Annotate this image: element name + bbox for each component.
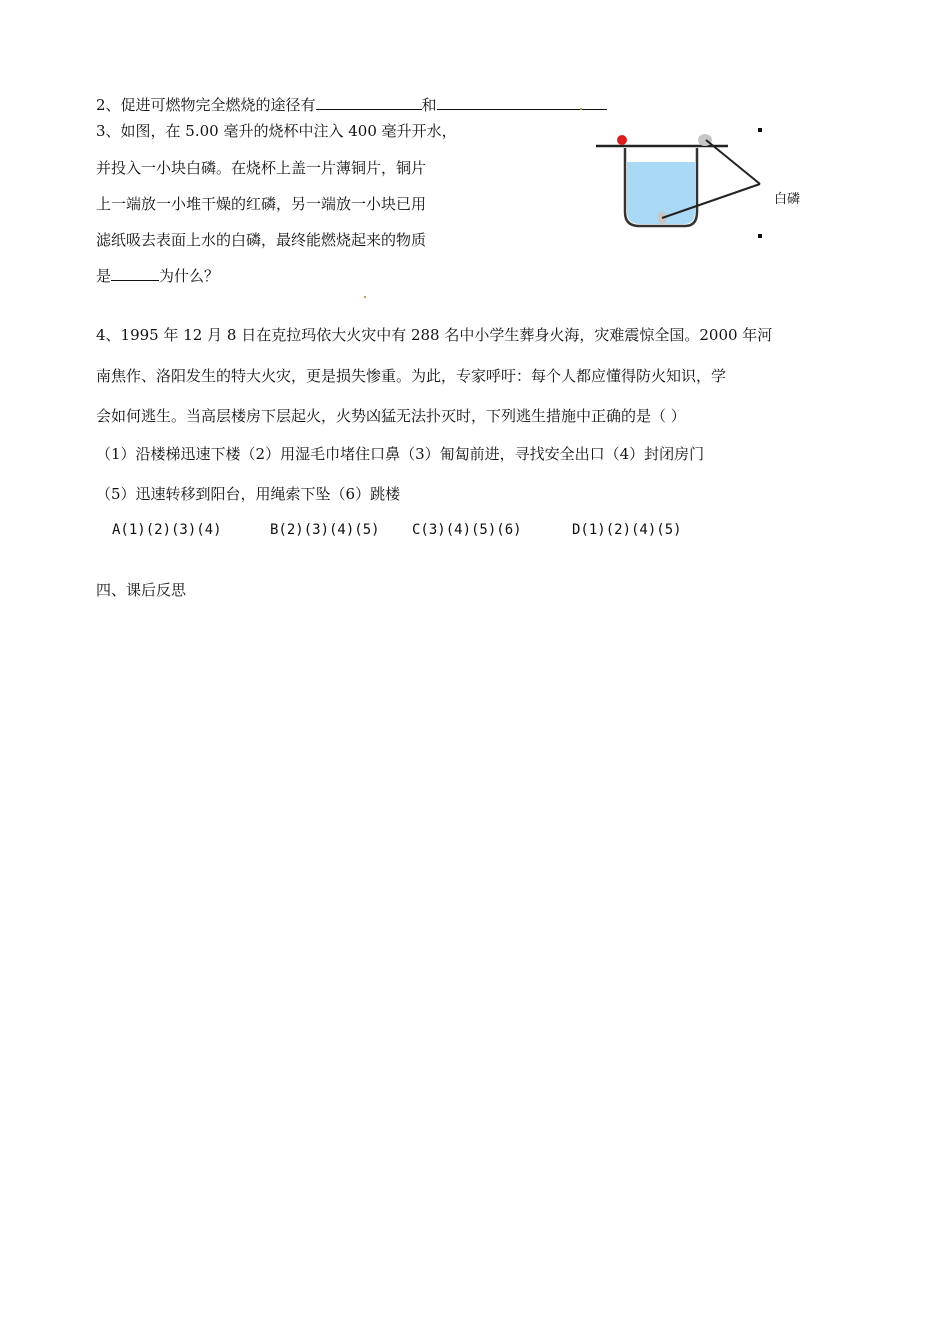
option-d[interactable]: D(1)(2)(4)(5)	[572, 522, 682, 538]
red-phosphorus	[617, 135, 627, 145]
white-phosphorus-label: 白磷	[774, 192, 801, 207]
pointer-line-top	[706, 140, 760, 184]
marker-square-bottom	[758, 234, 762, 238]
q4-line-5: （5）迅速转移到阳台，用绳索下坠（6）跳楼	[96, 485, 401, 503]
q3-line-4: 滤纸吸去表面上水的白磷，最终能燃烧起来的物质	[96, 231, 427, 249]
section-title-reflection: 四、课后反思	[96, 581, 187, 599]
q3-line-1: 3、如图，在 5.00 毫升的烧杯中注入 400 毫升开水，	[96, 122, 457, 140]
q2-text-mid: 和	[421, 96, 437, 114]
q2-text-before: 2、促进可燃物完全燃烧的途径有	[96, 96, 316, 114]
q4-line-1: 4、1995 年 12 月 8 日在克拉玛依大火灾中有 288 名中小学生葬身火海，灾难震惊全国。2000 年河	[96, 326, 773, 344]
q3-line-2: 并投入一小块白磷。在烧杯上盖一片薄铜片，铜片	[96, 159, 427, 177]
speckle	[364, 296, 366, 298]
q3-line-3: 上一端放一小堆干燥的红磷，另一端放一小块已用	[96, 195, 427, 213]
marker-square-top	[758, 128, 762, 132]
speckle	[580, 108, 582, 110]
q3-last-prefix: 是	[96, 267, 112, 285]
option-b[interactable]: B(2)(3)(4)(5)	[270, 522, 380, 538]
q4-line-3: 会如何逃生。当高层楼房下层起火，火势凶猛无法扑灭时，下列逃生措施中正确的是（ ）	[96, 407, 686, 425]
q4-line-4: （1）沿楼梯迅速下楼（2）用湿毛巾堵住口鼻（3）匍匐前进，寻找安全出口（4）封闭房门	[96, 445, 705, 463]
option-a[interactable]: A(1)(2)(3)(4)	[112, 522, 222, 538]
q4-line-2: 南焦作、洛阳发生的特大火灾，更是损失惨重。为此，专家呼吁：每个人都应懂得防火知识，学	[96, 367, 727, 385]
q3-last-suffix: 为什么？	[159, 267, 220, 285]
option-c[interactable]: C(3)(4)(5)(6)	[412, 522, 522, 538]
